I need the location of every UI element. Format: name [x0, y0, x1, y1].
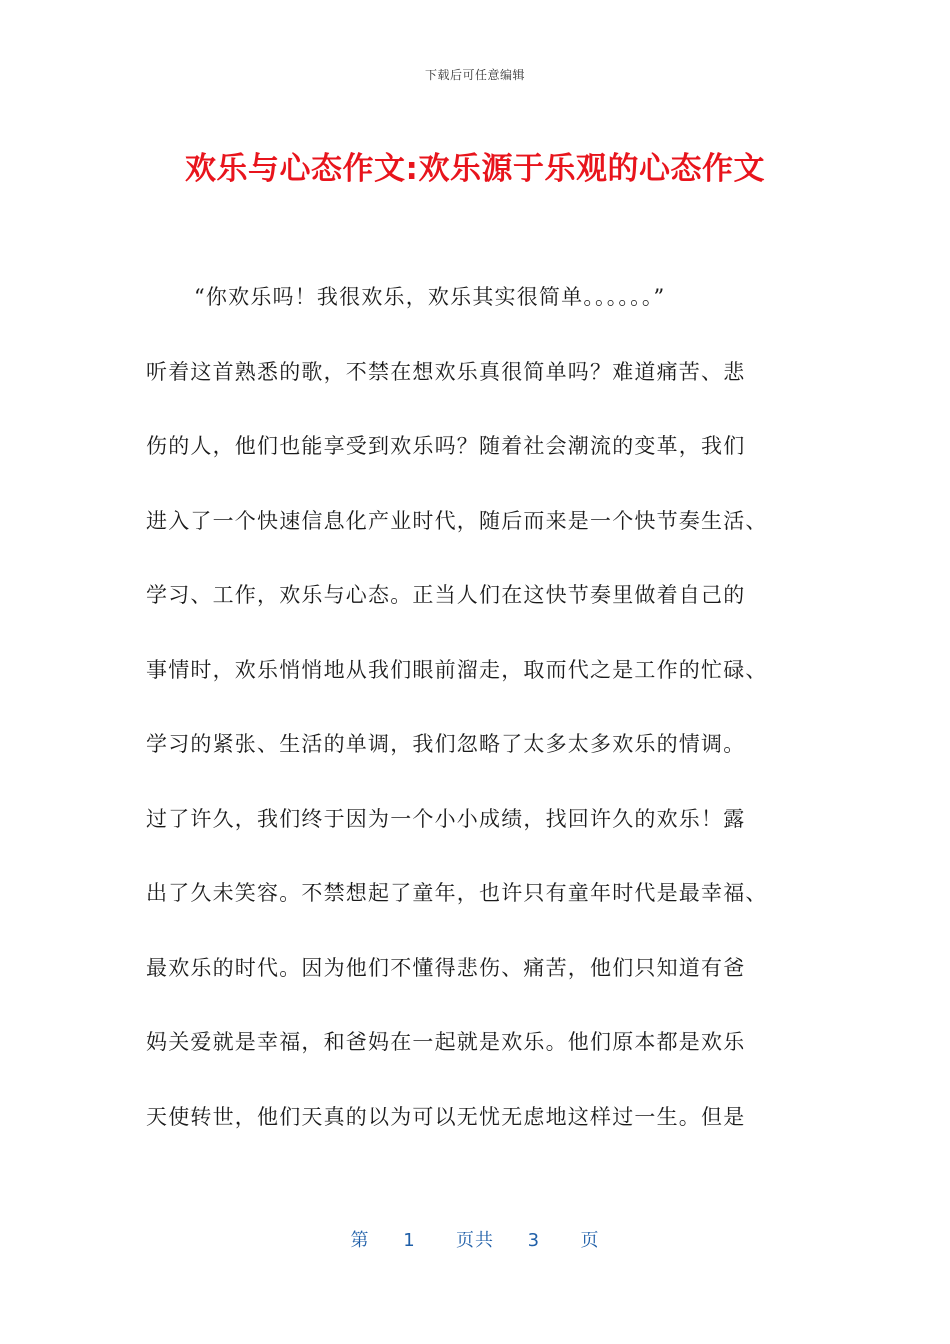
body-line: 最欢乐的时代。因为他们不懂得悲伤、痛苦，他们只知道有爸 — [146, 955, 746, 980]
body-line: 出了久未笑容。不禁想起了童年，也许只有童年时代是最幸福、 — [146, 881, 768, 905]
footer-middle: 页共 — [456, 1230, 494, 1251]
footer-suffix: 页 — [580, 1230, 600, 1251]
footer-prefix: 第 — [350, 1230, 370, 1251]
body-line: 听着这首熟悉的歌，不禁在想欢乐真很简单吗？难道痛苦、悲 — [146, 359, 746, 384]
body-line: 过了许久，我们终于因为一个小小成绩，找回许久的欢乐！露 — [146, 806, 746, 831]
document-title: 欢乐与心态作文:欢乐源于乐观的心态作文 — [185, 151, 765, 187]
body-line: 妈关爱就是幸福，和爸妈在一起就是欢乐。他们原本都是欢乐 — [146, 1030, 746, 1054]
body-line: 事情时，欢乐悄悄地从我们眼前溜走，取而代之是工作的忙碌、 — [146, 657, 768, 682]
header-note: 下载后可任意编辑 — [424, 68, 525, 82]
footer-total-pages: 3 — [527, 1230, 541, 1251]
body-line: 天使转世，他们天真的以为可以无忧无虑地这样过一生。但是 — [146, 1104, 746, 1129]
body-line: 学习的紧张、生活的单调，我们忽略了太多太多欢乐的情调。 — [146, 732, 746, 756]
body-line: 进入了一个快速信息化产业时代，随后而来是一个快节奏生活、 — [146, 508, 768, 533]
body-line: “你欢乐吗！我很欢乐，欢乐其实很简单。。。。。。” — [194, 285, 666, 309]
footer-current-page: 1 — [403, 1230, 416, 1251]
page-footer — [0, 1226, 950, 1252]
body-text — [146, 270, 818, 1164]
body-line: 学习、工作，欢乐与心态。正当人们在这快节奏里做着自己的 — [146, 583, 746, 607]
body-line: 伤的人，他们也能享受到欢乐吗？随着社会潮流的变革，我们 — [146, 434, 746, 458]
